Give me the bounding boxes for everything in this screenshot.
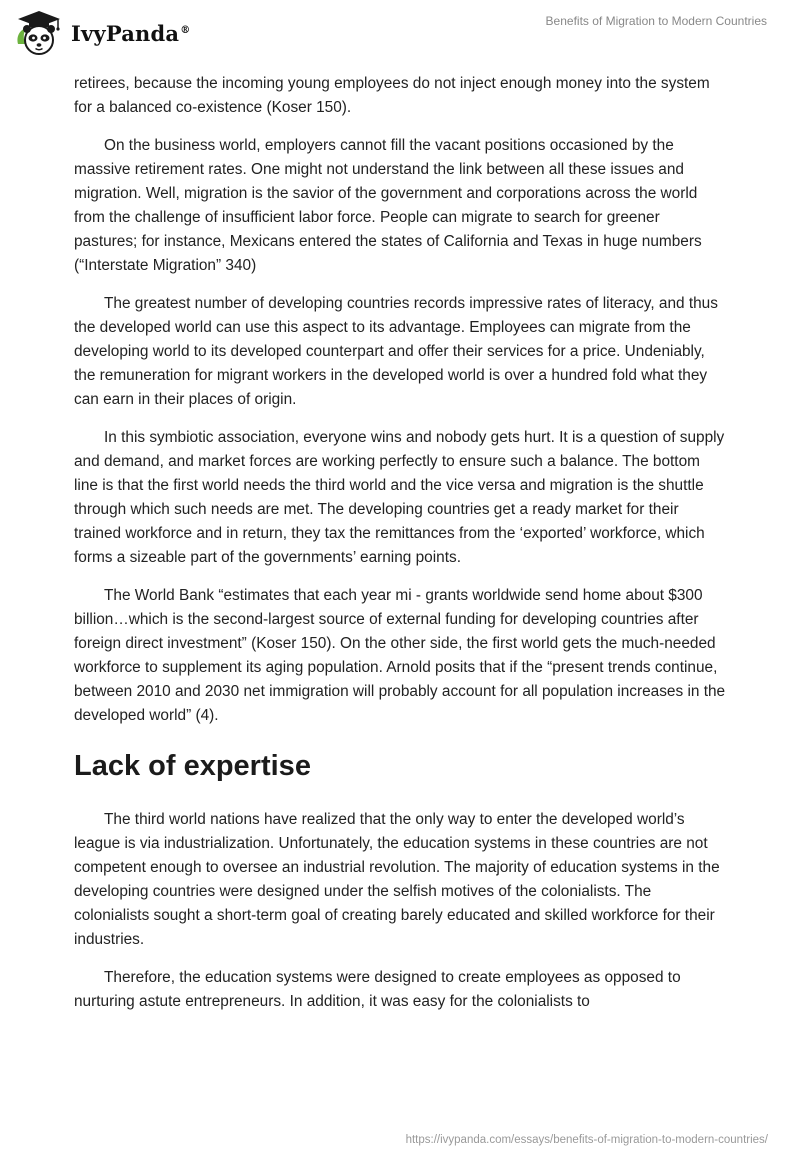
paragraph: On the business world, employers cannot fill the vacant positions occasioned by the massive retirement rates. One might not understand the link between all these issues and migration. Well, migration is the savior of the government and corporations across the world from the challenge of insufficient labor force. People can migrate to search for greener pastures; for instance, Mexicans entered the states of California and Texas in huge numbers (“Interstate Migration” 340)	[74, 137, 702, 274]
logo-text: IvyPanda®	[71, 20, 191, 46]
panda-logo-icon	[14, 8, 64, 58]
paragraph: The greatest number of developing countries records impressive rates of literacy, and thus the developed world can use this aspect to its advantage. Employees can migrate from the developing world to its developed counterpart and offer their services for a price. Undeniably, the remuneration for migrant workers in the developed world is over a hundred fold what they can earn in their places of origin.	[74, 295, 718, 408]
source-url[interactable]: https://ivypanda.com/essays/benefits-of-migration-to-modern-countries/	[405, 1134, 768, 1146]
essay-body	[74, 72, 726, 1028]
paragraph: In this symbiotic association, everyone wins and nobody gets hurt. It is a question of supply and demand, and market forces are working perfectly to ensure such a balance. The bottom line is that the first world needs the third world and the vice versa and migration is the shuttle through which such needs are met. The developing countries get a ready market for their trained workforce and in return, they tax the remittances from the ‘exported’ workforce, which forms a sizeable part of the governments’ earning points.	[74, 429, 725, 566]
paragraph: The World Bank “estimates that each year mi - grants worldwide send home about $300 billion…which is the second-largest source of external funding for developing countries after foreign direct investment” (Koser 150). On the other side, the first world gets the much-needed workforce to supplement its aging population. Arnold posits that if the “present trends continue, between 2010 and 2030 net immigration will probably account for all population increases in the developed world” (4).	[74, 587, 726, 724]
ivypanda-logo[interactable]	[14, 8, 190, 58]
paragraph: The third world nations have realized that the only way to enter the developed world’s league is via industrialization. Unfortunately, the education systems in these countries are not competent enough to oversee an industrial revolution. The majority of education systems in the developing countries were designed under the selfish motives of the colonialists. The colonialists sought a short-term goal of creating barely educated and skilled workforce for their industries.	[74, 811, 720, 948]
document-running-title: Benefits of Migration to Modern Countries	[545, 14, 767, 28]
paragraph: Therefore, the education systems were designed to create employees as opposed to nurturing astute entrepreneurs. In addition, it was easy for the colonialists to	[74, 969, 681, 1010]
page-header	[0, 0, 800, 70]
section-heading: Lack of expertise	[74, 750, 311, 782]
paragraph: retirees, because the incoming young employees do not inject enough money into the system for a balanced co-existence (Koser 150).	[74, 75, 710, 116]
